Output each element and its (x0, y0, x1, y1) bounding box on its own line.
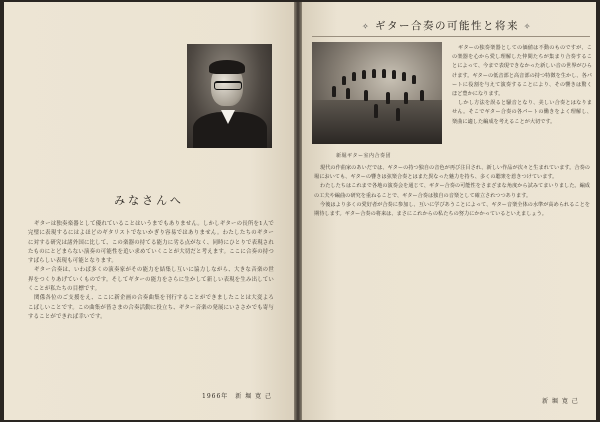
right-body-text (314, 164, 590, 219)
right-paragraph: 今後はより多くの愛好者が合奏に参加し、互いに学びあうことによって、ギター音楽全体の水準が高められることを期待します。ギター合奏の将来は、まさにこれからの私たちの努力にかかっているといえましょう。 (314, 201, 590, 218)
right-column-text (452, 44, 592, 127)
right-page (302, 2, 596, 420)
left-paragraph: 関係各位のご支援をえ、ここに新企画の合奏曲集を刊行することができましたことは大変よろこばしいことです。この曲集が皆さまの合奏活動に役立ち、ギター音楽の発展にいささかでも寄与することができれば幸いです。 (28, 295, 274, 320)
ensemble-photo (312, 42, 442, 144)
author-portrait (187, 44, 272, 148)
right-paragraph: しかし方法を誤ると騒音となり、美しい合奏とはなりません。そこでギター合奏の各パートの働きをよく理解し、楽曲に適した編成を考えることが大切です。 (452, 100, 592, 125)
star-icon: ✧ (362, 22, 371, 31)
left-paragraph: ギターは独奏楽器として優れていることはいうまでもありません。しかしギターの長所を1人で完璧に表現するにはよほどのギタリストでないかぎり容易ではありません。わたしたちのギターに対する研究は諸外国に比して、この楽器の持てる能力に劣る点がなく、同時にひとりで表現されたものにとどまらない演奏の可能性を追い求めていくことが大切だと考えます。ここに合奏の持つすばらしい表現も可能となります。 (28, 221, 274, 265)
right-title-text: ギター合奏の可能性と将来 (375, 20, 519, 32)
left-paragraph: ギター合奏は、いわば多くの演奏家がその能力を結集し互いに協力しながら、大きな音楽の世界をつくりあげていくものです。そしてギターの能力をさらに生かして新しい表現を生み出していくことが私たちの目標です。 (28, 267, 274, 293)
right-paragraph: わたしたちはこれまで各地の演奏会を通じて、ギター合奏の可能性をさまざまな角度から試みてまいりました。編成の工夫や編曲の研究を重ねることで、ギター合奏は独自の音楽として確立されつつあります。 (314, 183, 590, 199)
left-body-text (28, 220, 274, 322)
title-divider (312, 36, 590, 37)
right-paragraph: ギターの独奏楽器としての価値は不動のものですが、この楽器を心から愛し理解した仲間たちが集まり合奏することによって、今まで表現できなかった新しい音の世界がひらけます。ギターの低音部と高音部の持つ特徴を生かし、各パートに役割を与えて演奏することにより、その響きは驚くほど豊かになります。 (452, 45, 592, 98)
right-paragraph: 現代の作曲家のあいだでは、ギターの持つ独自の音色が再び注目され、新しい作品が次々と生まれています。合奏の場においても、ギターの響きは弦楽合奏とはまた異なった魅力を持ち、多くの聴衆を惹きつけています。 (314, 165, 590, 181)
left-heading: みなさんへ (114, 194, 184, 207)
star-icon: ✧ (523, 22, 532, 31)
left-page (4, 2, 294, 420)
book-spread (4, 2, 596, 420)
photo-caption: 新堀ギター室内合奏団 (336, 153, 391, 159)
right-signature: 新 堀 寛 己 (542, 398, 579, 405)
right-title (362, 18, 532, 33)
book-gutter (294, 2, 302, 420)
left-signature: 1966年 新 堀 寛 己 (202, 393, 272, 400)
